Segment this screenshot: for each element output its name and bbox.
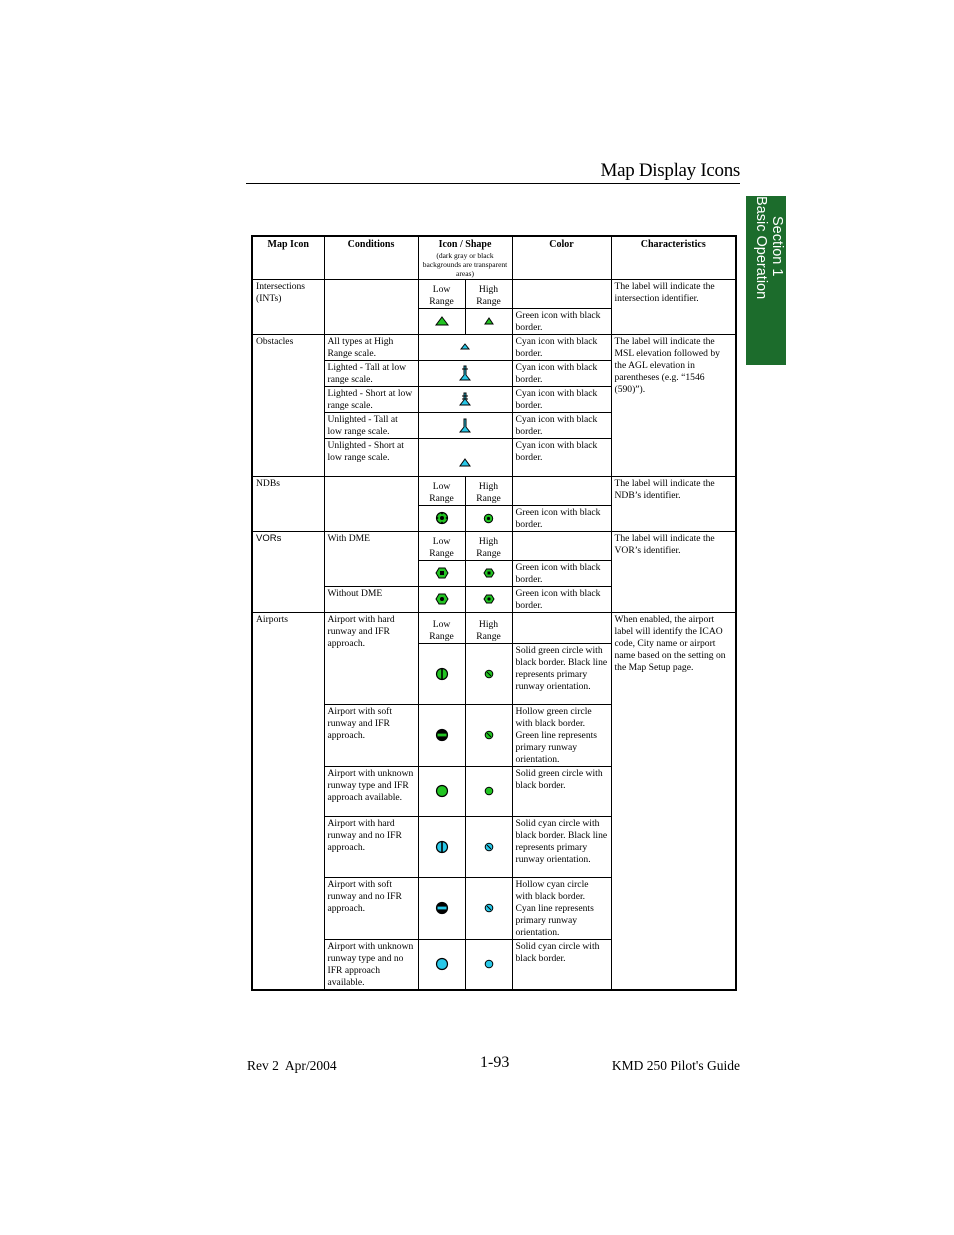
airport-unknown-noifr-high-icon <box>465 939 512 990</box>
airport-condition: Airport with unknown runway type and IFR approach available. <box>324 766 418 816</box>
airport-soft-noifr-high-icon <box>465 877 512 939</box>
obstacle-condition: Unlighted - Short at low range scale. <box>324 438 418 476</box>
header-icon-shape-note: (dark gray or black backgrounds are transparent areas) <box>422 251 508 278</box>
category-airports: Airports <box>252 612 324 990</box>
intersection-low-icon <box>418 308 465 334</box>
airport-color: Hollow green circle with black border. Green line represents primary runway orientation. <box>512 704 611 766</box>
header-map-icon: Map Icon <box>252 236 324 279</box>
ndb-low-icon <box>418 505 465 531</box>
section-number: Section 1 <box>769 216 785 277</box>
high-range-label: High Range <box>465 476 512 505</box>
obstacles-characteristics: The label will indicate the MSL elevation followed by the AGL elevation in parentheses (e.g. “1546 (590)”). <box>611 334 736 476</box>
airport-unknown-ifr-low-icon <box>418 766 465 816</box>
category-vors: VORs <box>252 531 324 612</box>
section-name: Basic Operation <box>753 196 770 300</box>
header-characteristics: Characteristics <box>611 236 736 279</box>
ndbs-conditions-empty <box>324 476 418 531</box>
vor-nodme-high-icon <box>465 586 512 612</box>
ndbs-characteristics: The label will indicate the NDB’s identifier. <box>611 476 736 531</box>
vor-condition: Without DME <box>324 586 418 612</box>
intersections-characteristics: The label will indicate the intersection identifier. <box>611 279 736 334</box>
color-empty <box>512 612 611 643</box>
header-icon-shape: Icon / Shape (dark gray or black backgrounds are transparent areas) <box>418 236 512 279</box>
obstacle-condition: Lighted - Tall at low range scale. <box>324 360 418 386</box>
airport-unknown-ifr-high-icon <box>465 766 512 816</box>
airport-color: Hollow cyan circle with black border. Cyan line represents primary runway orientation. <box>512 877 611 939</box>
low-range-label: Low Range <box>418 279 465 308</box>
airport-condition: Airport with hard runway and no IFR approach. <box>324 816 418 877</box>
intersections-conditions-empty <box>324 279 418 334</box>
obstacle-unlighted-short-icon <box>418 438 512 476</box>
intersection-high-icon <box>465 308 512 334</box>
airport-hard-noifr-low-icon <box>418 816 465 877</box>
high-range-label: High Range <box>465 279 512 308</box>
color-empty <box>512 476 611 505</box>
airport-condition: Airport with soft runway and IFR approach. <box>324 704 418 766</box>
airport-soft-ifr-high-icon <box>465 704 512 766</box>
vor-color: Green icon with black border. <box>512 586 611 612</box>
low-range-label: Low Range <box>418 531 465 560</box>
ndbs-color: Green icon with black border. <box>512 505 611 531</box>
vor-nodme-low-icon <box>418 586 465 612</box>
obstacle-unlighted-tall-icon <box>418 412 512 438</box>
map-icons-table <box>251 235 737 991</box>
airport-soft-noifr-low-icon <box>418 877 465 939</box>
category-obstacles: Obstacles <box>252 334 324 476</box>
obstacle-high-icon <box>418 334 512 360</box>
vor-color: Green icon with black border. <box>512 560 611 586</box>
airport-hard-ifr-high-icon <box>465 643 512 704</box>
footer-revision: Rev 2 Apr/2004 <box>247 1058 337 1073</box>
obstacle-lighted-short-icon <box>418 386 512 412</box>
airports-characteristics: When enabled, the airport label will identify the ICAO code, City name or airport name based on the setting on the Map Setup page. <box>611 612 736 990</box>
footer-guide-title: KMD 250 Pilot's Guide <box>611 1058 740 1073</box>
low-range-label: Low Range <box>418 612 465 643</box>
airport-condition: Airport with soft runway and no IFR approach. <box>324 877 418 939</box>
category-ndbs: NDBs <box>252 476 324 531</box>
vor-condition: With DME <box>324 531 418 586</box>
section-tab <box>746 196 786 365</box>
vor-dme-high-icon <box>465 560 512 586</box>
airport-condition: Airport with unknown runway type and no IFR approach available. <box>324 939 418 990</box>
page-number: 1-93 <box>480 1054 510 1071</box>
obstacle-color: Cyan icon with black border. <box>512 438 611 476</box>
header-conditions: Conditions <box>324 236 418 279</box>
obstacle-condition: Lighted - Short at low range scale. <box>324 386 418 412</box>
airport-condition: Airport with hard runway and IFR approach. <box>324 612 418 704</box>
obstacle-color: Cyan icon with black border. <box>512 334 611 360</box>
obstacle-lighted-tall-icon <box>418 360 512 386</box>
airport-soft-ifr-low-icon <box>418 704 465 766</box>
vor-dme-low-icon <box>418 560 465 586</box>
color-empty <box>512 279 611 308</box>
obstacle-color: Cyan icon with black border. <box>512 360 611 386</box>
airport-color: Solid cyan circle with black border. <box>512 939 611 990</box>
airport-unknown-noifr-low-icon <box>418 939 465 990</box>
airport-color: Solid green circle with black border. <box>512 766 611 816</box>
obstacle-color: Cyan icon with black border. <box>512 412 611 438</box>
obstacle-condition: All types at High Range scale. <box>324 334 418 360</box>
airport-color: Solid cyan circle with black border. Black line represents primary runway orientation. <box>512 816 611 877</box>
vors-characteristics: The label will indicate the VOR’s identifier. <box>611 531 736 612</box>
high-range-label: High Range <box>465 612 512 643</box>
obstacle-color: Cyan icon with black border. <box>512 386 611 412</box>
header-color: Color <box>512 236 611 279</box>
color-empty <box>512 531 611 560</box>
ndb-high-icon <box>465 505 512 531</box>
category-intersections: Intersections (INTs) <box>252 279 324 334</box>
low-range-label: Low Range <box>418 476 465 505</box>
airport-hard-noifr-high-icon <box>465 816 512 877</box>
high-range-label: High Range <box>465 531 512 560</box>
header-rule <box>246 183 740 184</box>
page-title: Map Display Icons <box>600 160 740 181</box>
intersections-color: Green icon with black border. <box>512 308 611 334</box>
airport-color: Solid green circle with black border. Black line represents primary runway orientation. <box>512 643 611 704</box>
obstacle-condition: Unlighted - Tall at low range scale. <box>324 412 418 438</box>
airport-hard-ifr-low-icon <box>418 643 465 704</box>
